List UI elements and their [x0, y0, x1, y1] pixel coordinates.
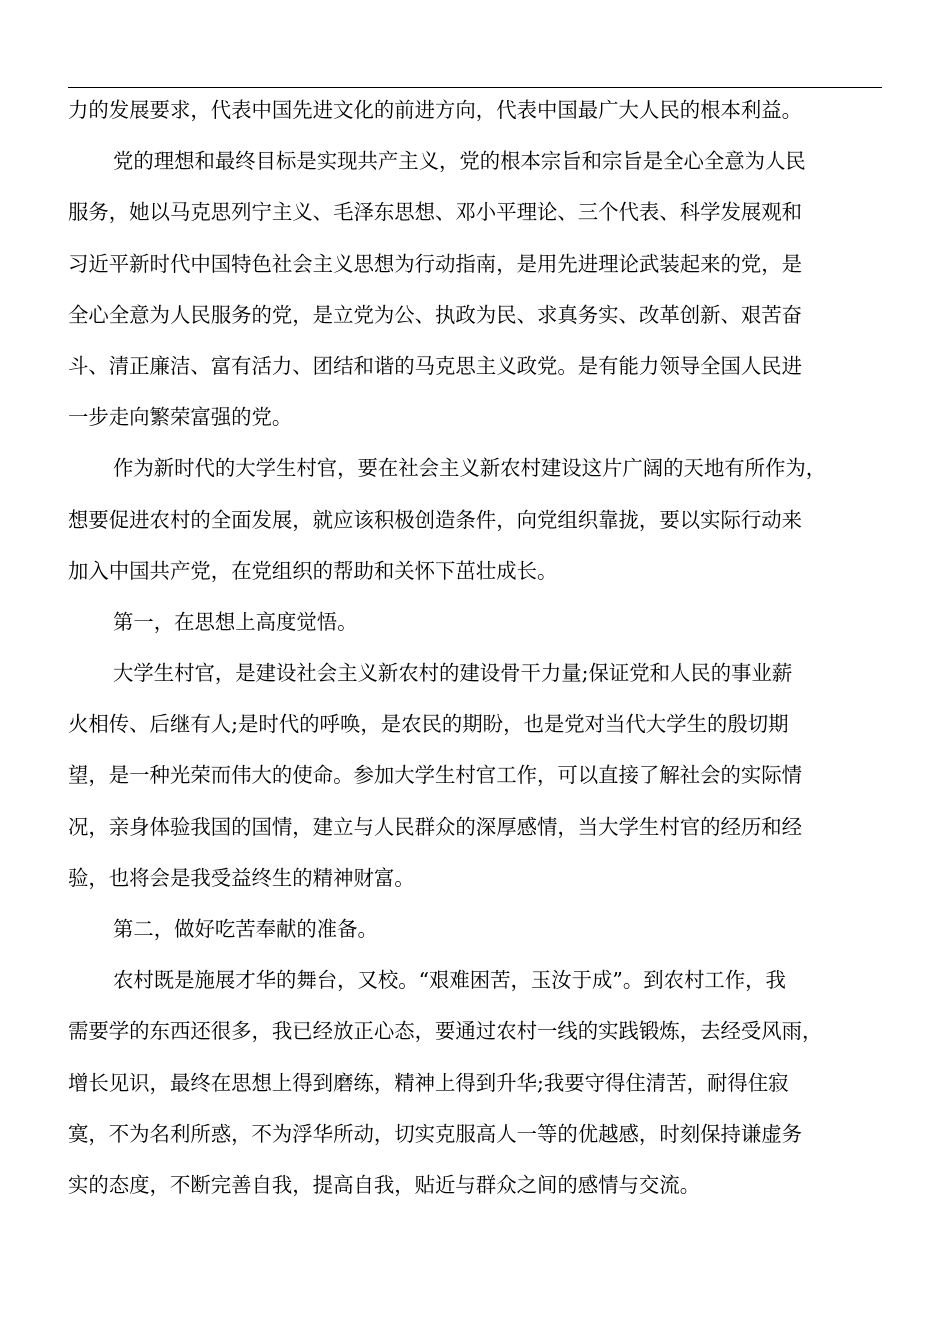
text-line: 作为新时代的大学生村官，要在社会主义新农村建设这片广阔的天地有所作为，: [113, 456, 827, 481]
text-line: 习近平新时代中国特色社会主义思想为行动指南，是用先进理论武装起来的党，是: [68, 251, 803, 276]
text-line: 望，是一种光荣而伟大的使命。参加大学生村官工作，可以直接了解社会的实际情: [68, 763, 803, 788]
text-line: 全心全意为人民服务的党，是立党为公、执政为民、求真务实、改革创新、艰苦奋: [68, 302, 803, 327]
text-line: 火相传、后继有人;是时代的呼唤，是农民的期盼，也是党对当代大学生的殷切期: [68, 712, 789, 737]
text-line: 验，也将会是我受益终生的精神财富。: [68, 865, 415, 890]
text-line: 况，亲身体验我国的国情，建立与人民群众的深厚感情，当大学生村官的经历和经: [68, 814, 803, 839]
text-line: 需要学的东西还很多，我已经放正心态，要通过农村一线的实践锻炼，去经受风雨，: [68, 1019, 823, 1044]
text-line: 大学生村官，是建设社会主义新农村的建设骨干力量;保证党和人民的事业薪: [113, 661, 793, 686]
text-line: 加入中国共产党，在党组织的帮助和关怀下茁壮成长。: [68, 558, 558, 583]
text-line: 党的理想和最终目标是实现共产主义，党的根本宗旨和宗旨是全心全意为人民: [113, 149, 806, 174]
text-line: 斗、清正廉洁、富有活力、团结和谐的马克思主义政党。是有能力领导全国人民进: [68, 353, 803, 378]
text-line: 第一，在思想上高度觉悟。: [113, 609, 358, 634]
text-line: 力的发展要求，代表中国先进文化的前进方向，代表中国最广大人民的根本利益。: [68, 98, 803, 122]
text-line: 农村既是施展才华的舞台，又校。“艰难困苦，玉汝于成”。到农村工作，我: [113, 968, 786, 993]
text-line: 寞，不为名利所惑，不为浮华所动，切实克服高人一等的优越感，时刻保持谦虚务: [68, 1121, 803, 1146]
text-line: 服务，她以马克思列宁主义、毛泽东思想、邓小平理论、三个代表、科学发展观和: [68, 200, 803, 225]
text-line: 一步走向繁荣富强的党。: [68, 405, 293, 430]
text-line: 第二，做好吃苦奉献的准备。: [113, 917, 378, 941]
document-body: [68, 92, 890, 1218]
text-line: 想要促进农村的全面发展，就应该积极创造条件，向党组织靠拢，要以实际行动来: [68, 507, 803, 532]
text-line: 实的态度，不断完善自我，提高自我，贴近与群众之间的感情与交流。: [68, 1172, 701, 1197]
text-line: 增长见识，最终在思想上得到磨练，精神上得到升华;我要守得住清苦，耐得住寂: [68, 1070, 789, 1095]
header-rule: [68, 87, 882, 88]
